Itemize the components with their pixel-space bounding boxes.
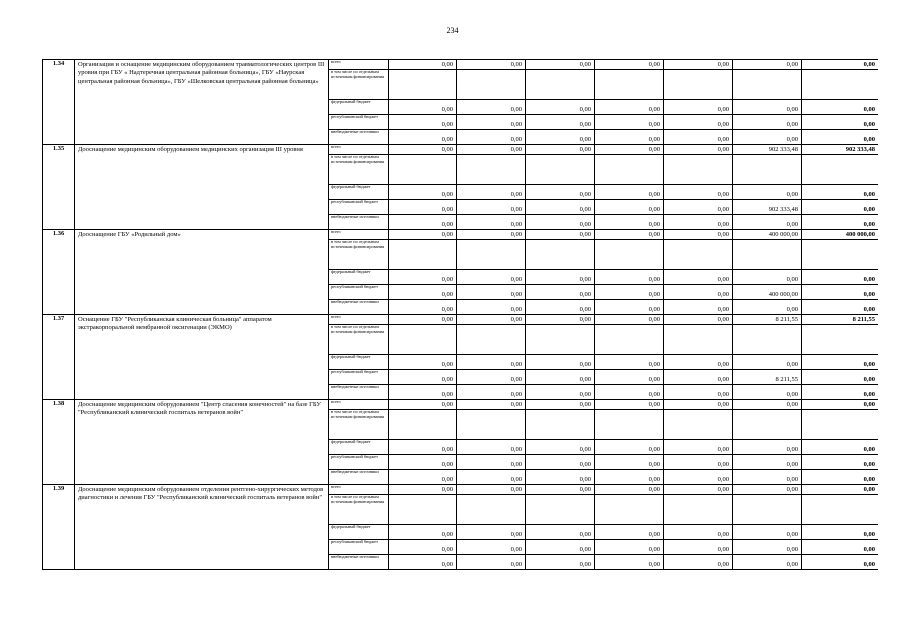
value-cell: 0,00 <box>457 555 526 570</box>
total-value-cell: 0,00 <box>802 300 879 315</box>
value-cell: 0,00 <box>664 115 733 130</box>
source-label-split: в том числе по отдельным источникам финансирования <box>329 410 389 440</box>
source-label-federal: федеральный бюджет <box>329 270 389 285</box>
item-description: Дооснащение медицинским оборудованием "Центр спасения конечностей" на базе ГБУ "Республиканский клинический госпиталь ветеранов войн" <box>75 400 329 485</box>
value-cell: 0,00 <box>526 130 595 145</box>
value-cell: 0,00 <box>389 185 457 200</box>
item-description: Дооснащение ГБУ «Родильный дом» <box>75 230 329 315</box>
value-cell: 0,00 <box>664 60 733 70</box>
table-row <box>43 145 879 155</box>
value-cell: 0,00 <box>733 400 802 410</box>
value-cell: 0,00 <box>664 300 733 315</box>
source-label-federal: федеральный бюджет <box>329 185 389 200</box>
value-cell <box>664 155 733 185</box>
source-label-total: всего <box>329 60 389 70</box>
value-cell: 0,00 <box>389 285 457 300</box>
item-number: 1.36 <box>43 230 75 315</box>
total-value-cell: 8 211,55 <box>802 315 879 325</box>
value-cell: 0,00 <box>526 555 595 570</box>
table-row <box>43 400 879 410</box>
value-cell: 0,00 <box>664 230 733 240</box>
source-label-republic: республиканский бюджет <box>329 455 389 470</box>
value-cell: 0,00 <box>733 485 802 495</box>
source-label-extra: внебюджетные источники <box>329 385 389 400</box>
value-cell: 0,00 <box>595 440 664 455</box>
value-cell: 0,00 <box>595 230 664 240</box>
total-value-cell: 0,00 <box>802 485 879 495</box>
value-cell: 0,00 <box>457 60 526 70</box>
value-cell: 0,00 <box>733 525 802 540</box>
source-label-total: всего <box>329 145 389 155</box>
value-cell <box>595 70 664 100</box>
page-number: 234 <box>446 26 459 35</box>
value-cell: 0,00 <box>457 485 526 495</box>
source-label-federal: федеральный бюджет <box>329 440 389 455</box>
value-cell: 0,00 <box>389 145 457 155</box>
source-label-extra: внебюджетные источники <box>329 300 389 315</box>
value-cell: 0,00 <box>526 115 595 130</box>
value-cell: 0,00 <box>457 285 526 300</box>
value-cell: 0,00 <box>733 300 802 315</box>
total-value-cell: 0,00 <box>802 385 879 400</box>
value-cell: 0,00 <box>457 440 526 455</box>
value-cell <box>595 155 664 185</box>
total-value-cell <box>802 240 879 270</box>
value-cell: 0,00 <box>457 455 526 470</box>
value-cell: 0,00 <box>595 485 664 495</box>
value-cell: 0,00 <box>457 145 526 155</box>
value-cell: 0,00 <box>389 100 457 115</box>
value-cell: 0,00 <box>526 370 595 385</box>
source-label-republic: республиканский бюджет <box>329 540 389 555</box>
total-value-cell <box>802 155 879 185</box>
value-cell: 0,00 <box>457 100 526 115</box>
value-cell: 0,00 <box>664 145 733 155</box>
value-cell: 0,00 <box>389 315 457 325</box>
value-cell <box>733 70 802 100</box>
value-cell: 0,00 <box>526 455 595 470</box>
value-cell: 0,00 <box>389 115 457 130</box>
budget-table-body <box>43 60 879 570</box>
total-value-cell: 0,00 <box>802 440 879 455</box>
source-label-federal: федеральный бюджет <box>329 100 389 115</box>
value-cell: 0,00 <box>526 400 595 410</box>
value-cell <box>526 325 595 355</box>
total-value-cell: 0,00 <box>802 285 879 300</box>
value-cell: 0,00 <box>595 60 664 70</box>
value-cell: 0,00 <box>595 555 664 570</box>
value-cell <box>457 495 526 525</box>
value-cell: 0,00 <box>664 370 733 385</box>
value-cell: 0,00 <box>526 385 595 400</box>
value-cell: 0,00 <box>457 385 526 400</box>
value-cell: 0,00 <box>664 355 733 370</box>
value-cell: 902 333,48 <box>733 200 802 215</box>
source-label-federal: федеральный бюджет <box>329 525 389 540</box>
value-cell: 0,00 <box>664 540 733 555</box>
item-description: Организация и оснащение медицинским оборудованием травматологических центров III уровня при ГБУ « Надтеречная центральная районная больница», ГБУ «Наурская центральная районная больница», ГБУ «Шелковская центральная районная больница» <box>75 60 329 145</box>
value-cell: 0,00 <box>664 525 733 540</box>
item-number: 1.38 <box>43 400 75 485</box>
value-cell: 0,00 <box>664 270 733 285</box>
item-description: Оснащение ГБУ "Республиканская клиническая больница" аппаратом экстракорпоральной мембранной оксигенации (ЭКМО) <box>75 315 329 400</box>
source-label-federal: федеральный бюджет <box>329 355 389 370</box>
total-value-cell <box>802 70 879 100</box>
total-value-cell: 0,00 <box>802 270 879 285</box>
value-cell: 0,00 <box>457 540 526 555</box>
value-cell: 0,00 <box>526 215 595 230</box>
source-label-total: всего <box>329 230 389 240</box>
value-cell <box>526 410 595 440</box>
value-cell: 0,00 <box>457 230 526 240</box>
value-cell: 0,00 <box>595 115 664 130</box>
value-cell: 0,00 <box>595 315 664 325</box>
value-cell: 0,00 <box>457 185 526 200</box>
total-value-cell: 0,00 <box>802 540 879 555</box>
source-label-extra: внебюджетные источники <box>329 215 389 230</box>
value-cell <box>526 240 595 270</box>
value-cell <box>733 155 802 185</box>
value-cell: 0,00 <box>664 555 733 570</box>
total-value-cell: 0,00 <box>802 200 879 215</box>
value-cell: 0,00 <box>457 200 526 215</box>
value-cell: 0,00 <box>664 440 733 455</box>
source-label-total: всего <box>329 400 389 410</box>
value-cell: 0,00 <box>389 455 457 470</box>
value-cell: 0,00 <box>664 315 733 325</box>
value-cell: 0,00 <box>526 145 595 155</box>
value-cell: 0,00 <box>733 455 802 470</box>
value-cell: 0,00 <box>389 270 457 285</box>
value-cell: 0,00 <box>595 285 664 300</box>
value-cell <box>389 155 457 185</box>
value-cell: 0,00 <box>526 200 595 215</box>
value-cell: 0,00 <box>595 215 664 230</box>
value-cell: 0,00 <box>664 400 733 410</box>
total-value-cell: 0,00 <box>802 60 879 70</box>
value-cell: 0,00 <box>733 470 802 485</box>
value-cell: 0,00 <box>595 185 664 200</box>
value-cell: 0,00 <box>389 230 457 240</box>
value-cell: 0,00 <box>526 315 595 325</box>
value-cell: 0,00 <box>526 300 595 315</box>
value-cell: 0,00 <box>389 540 457 555</box>
value-cell: 0,00 <box>595 145 664 155</box>
value-cell <box>595 240 664 270</box>
value-cell <box>457 240 526 270</box>
total-value-cell: 0,00 <box>802 100 879 115</box>
value-cell: 0,00 <box>457 370 526 385</box>
source-label-split: в том числе по отдельным источникам финансирования <box>329 155 389 185</box>
value-cell: 0,00 <box>389 400 457 410</box>
value-cell: 0,00 <box>526 60 595 70</box>
total-value-cell: 0,00 <box>802 355 879 370</box>
value-cell: 0,00 <box>664 100 733 115</box>
value-cell: 0,00 <box>595 540 664 555</box>
item-number: 1.37 <box>43 315 75 400</box>
source-label-total: всего <box>329 485 389 495</box>
source-label-republic: республиканский бюджет <box>329 200 389 215</box>
total-value-cell: 0,00 <box>802 185 879 200</box>
value-cell: 0,00 <box>595 470 664 485</box>
value-cell: 0,00 <box>389 200 457 215</box>
value-cell: 0,00 <box>457 270 526 285</box>
value-cell: 0,00 <box>733 385 802 400</box>
total-value-cell: 902 333,48 <box>802 145 879 155</box>
value-cell <box>526 155 595 185</box>
source-label-extra: внебюджетные источники <box>329 130 389 145</box>
value-cell: 0,00 <box>733 540 802 555</box>
value-cell: 0,00 <box>526 525 595 540</box>
value-cell: 0,00 <box>595 385 664 400</box>
value-cell: 0,00 <box>733 270 802 285</box>
value-cell: 0,00 <box>733 555 802 570</box>
value-cell: 0,00 <box>664 215 733 230</box>
total-value-cell: 0,00 <box>802 370 879 385</box>
value-cell: 0,00 <box>526 100 595 115</box>
budget-table-sheet <box>42 59 878 605</box>
source-label-split: в том числе по отдельным источникам финансирования <box>329 495 389 525</box>
item-description: Дооснащение медицинским оборудованием отделения рентгено-хирургических методов диагностики и лечения ГБУ "Республиканский клинический госпиталь ветеранов войн" <box>75 485 329 570</box>
value-cell: 0,00 <box>733 215 802 230</box>
value-cell <box>389 325 457 355</box>
value-cell <box>664 410 733 440</box>
value-cell: 0,00 <box>457 355 526 370</box>
value-cell: 0,00 <box>664 200 733 215</box>
source-label-split: в том числе по отдельным источникам финансирования <box>329 70 389 100</box>
value-cell: 0,00 <box>595 270 664 285</box>
total-value-cell: 0,00 <box>802 525 879 540</box>
value-cell <box>595 410 664 440</box>
value-cell: 0,00 <box>457 525 526 540</box>
value-cell: 0,00 <box>733 440 802 455</box>
value-cell <box>595 325 664 355</box>
source-label-extra: внебюджетные источники <box>329 555 389 570</box>
table-row <box>43 315 879 325</box>
total-value-cell: 400 000,00 <box>802 230 879 240</box>
table-row <box>43 230 879 240</box>
value-cell: 0,00 <box>664 130 733 145</box>
value-cell: 0,00 <box>457 470 526 485</box>
total-value-cell: 0,00 <box>802 115 879 130</box>
value-cell <box>733 240 802 270</box>
value-cell: 0,00 <box>457 400 526 410</box>
value-cell <box>664 240 733 270</box>
value-cell <box>664 70 733 100</box>
value-cell: 0,00 <box>733 185 802 200</box>
value-cell: 0,00 <box>389 555 457 570</box>
value-cell <box>457 325 526 355</box>
source-label-republic: республиканский бюджет <box>329 115 389 130</box>
value-cell: 0,00 <box>664 285 733 300</box>
value-cell <box>389 240 457 270</box>
value-cell: 400 000,00 <box>733 285 802 300</box>
value-cell <box>733 325 802 355</box>
value-cell: 0,00 <box>389 355 457 370</box>
table-row <box>43 485 879 495</box>
value-cell <box>457 410 526 440</box>
value-cell <box>526 495 595 525</box>
value-cell: 0,00 <box>595 525 664 540</box>
value-cell: 0,00 <box>733 115 802 130</box>
value-cell: 0,00 <box>526 485 595 495</box>
source-label-extra: внебюджетные источники <box>329 470 389 485</box>
value-cell: 8 211,55 <box>733 315 802 325</box>
source-label-republic: республиканский бюджет <box>329 370 389 385</box>
source-label-split: в том числе по отдельным источникам финансирования <box>329 240 389 270</box>
total-value-cell: 0,00 <box>802 215 879 230</box>
item-number: 1.34 <box>43 60 75 145</box>
total-value-cell: 0,00 <box>802 555 879 570</box>
value-cell: 0,00 <box>389 215 457 230</box>
source-label-republic: республиканский бюджет <box>329 285 389 300</box>
value-cell: 0,00 <box>526 540 595 555</box>
total-value-cell: 0,00 <box>802 130 879 145</box>
table-row <box>43 60 879 70</box>
total-value-cell: 0,00 <box>802 400 879 410</box>
value-cell: 0,00 <box>457 215 526 230</box>
value-cell: 0,00 <box>664 470 733 485</box>
value-cell: 0,00 <box>526 270 595 285</box>
value-cell: 0,00 <box>389 60 457 70</box>
value-cell: 0,00 <box>389 470 457 485</box>
value-cell: 0,00 <box>389 525 457 540</box>
item-description: Дооснащение медицинским оборудованием медицинских организация III уровня <box>75 145 329 230</box>
value-cell: 8 211,55 <box>733 370 802 385</box>
value-cell <box>664 325 733 355</box>
value-cell: 0,00 <box>526 185 595 200</box>
value-cell: 0,00 <box>595 100 664 115</box>
value-cell: 0,00 <box>664 485 733 495</box>
value-cell <box>457 70 526 100</box>
value-cell: 0,00 <box>389 440 457 455</box>
total-value-cell <box>802 495 879 525</box>
item-number: 1.35 <box>43 145 75 230</box>
value-cell: 0,00 <box>733 355 802 370</box>
value-cell <box>389 70 457 100</box>
value-cell: 0,00 <box>595 200 664 215</box>
value-cell: 0,00 <box>526 285 595 300</box>
total-value-cell: 0,00 <box>802 455 879 470</box>
total-value-cell <box>802 325 879 355</box>
value-cell: 0,00 <box>457 300 526 315</box>
value-cell: 0,00 <box>526 355 595 370</box>
source-label-total: всего <box>329 315 389 325</box>
value-cell: 0,00 <box>457 115 526 130</box>
value-cell: 0,00 <box>595 355 664 370</box>
value-cell: 0,00 <box>526 470 595 485</box>
value-cell <box>526 70 595 100</box>
value-cell: 0,00 <box>457 315 526 325</box>
value-cell: 0,00 <box>595 455 664 470</box>
value-cell: 0,00 <box>595 370 664 385</box>
total-value-cell: 0,00 <box>802 470 879 485</box>
value-cell: 0,00 <box>595 300 664 315</box>
value-cell: 0,00 <box>457 130 526 145</box>
value-cell: 0,00 <box>389 300 457 315</box>
value-cell: 0,00 <box>664 455 733 470</box>
value-cell: 0,00 <box>526 440 595 455</box>
budget-table <box>42 59 878 570</box>
value-cell: 0,00 <box>664 385 733 400</box>
value-cell: 0,00 <box>595 130 664 145</box>
value-cell: 0,00 <box>526 230 595 240</box>
value-cell: 902 333,48 <box>733 145 802 155</box>
value-cell <box>733 410 802 440</box>
value-cell <box>733 495 802 525</box>
value-cell: 0,00 <box>389 370 457 385</box>
total-value-cell <box>802 410 879 440</box>
value-cell: 0,00 <box>595 400 664 410</box>
value-cell: 0,00 <box>389 485 457 495</box>
value-cell: 0,00 <box>733 60 802 70</box>
value-cell: 400 000,00 <box>733 230 802 240</box>
value-cell: 0,00 <box>733 100 802 115</box>
value-cell <box>389 410 457 440</box>
value-cell <box>595 495 664 525</box>
value-cell: 0,00 <box>389 130 457 145</box>
value-cell: 0,00 <box>389 385 457 400</box>
value-cell: 0,00 <box>733 130 802 145</box>
source-label-split: в том числе по отдельным источникам финансирования <box>329 325 389 355</box>
value-cell <box>457 155 526 185</box>
value-cell <box>389 495 457 525</box>
value-cell: 0,00 <box>664 185 733 200</box>
value-cell <box>664 495 733 525</box>
item-number: 1.39 <box>43 485 75 570</box>
